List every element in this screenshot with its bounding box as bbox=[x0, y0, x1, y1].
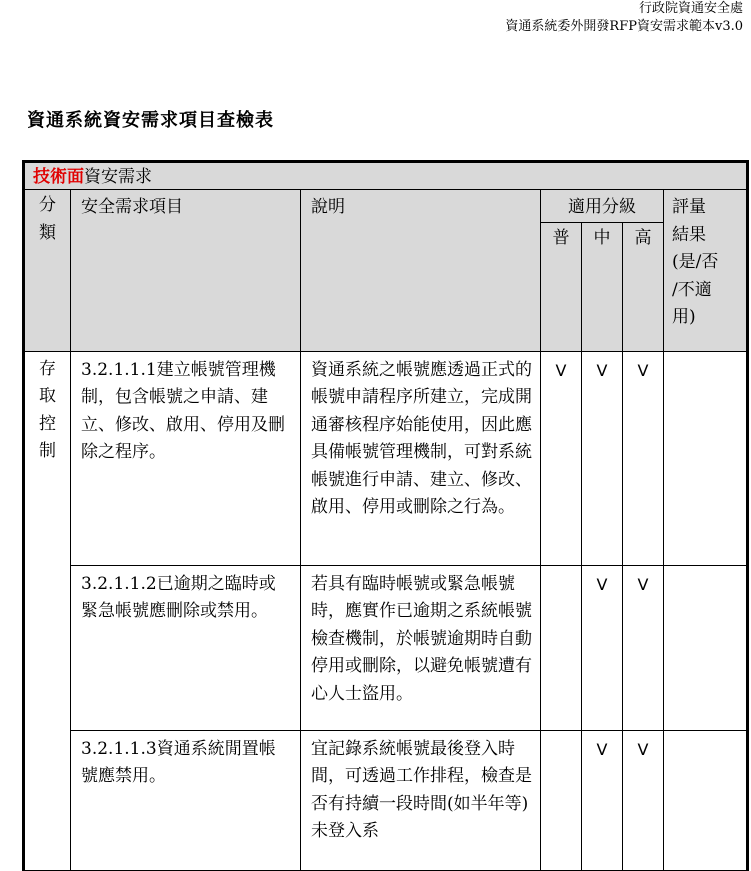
levels-group-header: 適用分級 bbox=[541, 190, 664, 223]
category-header: 分 類 bbox=[24, 190, 71, 352]
level-high-header: 高 bbox=[623, 222, 664, 351]
level-low-header: 普 bbox=[541, 222, 582, 351]
requirement-item: 3.2.1.1.3資通系統閒置帳號應禁用。 bbox=[71, 730, 301, 870]
requirement-item: 3.2.1.1.2已逾期之臨時或緊急帳號應刪除或禁用。 bbox=[71, 565, 301, 730]
section-header bbox=[24, 162, 748, 190]
table-row bbox=[24, 565, 748, 730]
level-low-mark: V bbox=[541, 351, 582, 565]
requirement-item: 3.2.1.1.1建立帳號管理機制，包含帳號之申請、建立、修改、啟用、停用及刪除之程序。 bbox=[71, 351, 301, 565]
evaluation-result-cell[interactable] bbox=[664, 351, 748, 565]
level-mid-mark: V bbox=[582, 565, 623, 730]
evaluation-result-cell[interactable] bbox=[664, 565, 748, 730]
level-high-mark: V bbox=[623, 565, 664, 730]
document-title: 資通系統資安需求項目查檢表 bbox=[27, 110, 274, 131]
description-header: 說明 bbox=[301, 190, 541, 352]
checklist-table bbox=[22, 160, 749, 871]
level-high-mark: V bbox=[623, 730, 664, 870]
requirement-description: 資通系統之帳號應透過正式的帳號申請程序所建立，完成開通審核程序始能使用，因此應具備帳號管理機制，可對系統帳號進行申請、建立、修改、啟用、停用或刪除之行為。 bbox=[301, 351, 541, 565]
level-low-mark bbox=[541, 730, 582, 870]
requirement-description: 宜記錄系統帳號最後登入時間，可透過工作排程，檢查是否有持續一段時間(如半年等)未登入系 bbox=[301, 730, 541, 870]
header-doc-ref: 資通系統委外開發RFP資安需求範本v3.0 bbox=[505, 19, 743, 34]
level-high-mark: V bbox=[623, 351, 664, 565]
section-highlight: 技術面 bbox=[33, 167, 84, 187]
table-row bbox=[24, 351, 748, 565]
evaluation-header: 評量 結果 (是/否 /不適 用) bbox=[664, 190, 748, 352]
category-cell: 存 取 控 制 bbox=[24, 351, 71, 870]
level-mid-mark: V bbox=[582, 351, 623, 565]
section-label: 資安需求 bbox=[84, 167, 152, 187]
table-row bbox=[24, 730, 748, 870]
level-mid-mark: V bbox=[582, 730, 623, 870]
header-org: 行政院資通安全處 bbox=[638, 1, 743, 16]
level-mid-header: 中 bbox=[582, 222, 623, 351]
evaluation-result-cell[interactable] bbox=[664, 730, 748, 870]
requirement-description: 若具有臨時帳號或緊急帳號時，應實作已逾期之系統帳號檢查機制，於帳號逾期時自動停用或刪除，以避免帳號遭有心人士盜用。 bbox=[301, 565, 541, 730]
level-low-mark bbox=[541, 565, 582, 730]
section-header-row bbox=[24, 162, 748, 190]
column-header-row-1 bbox=[24, 190, 748, 223]
item-header: 安全需求項目 bbox=[71, 190, 301, 352]
